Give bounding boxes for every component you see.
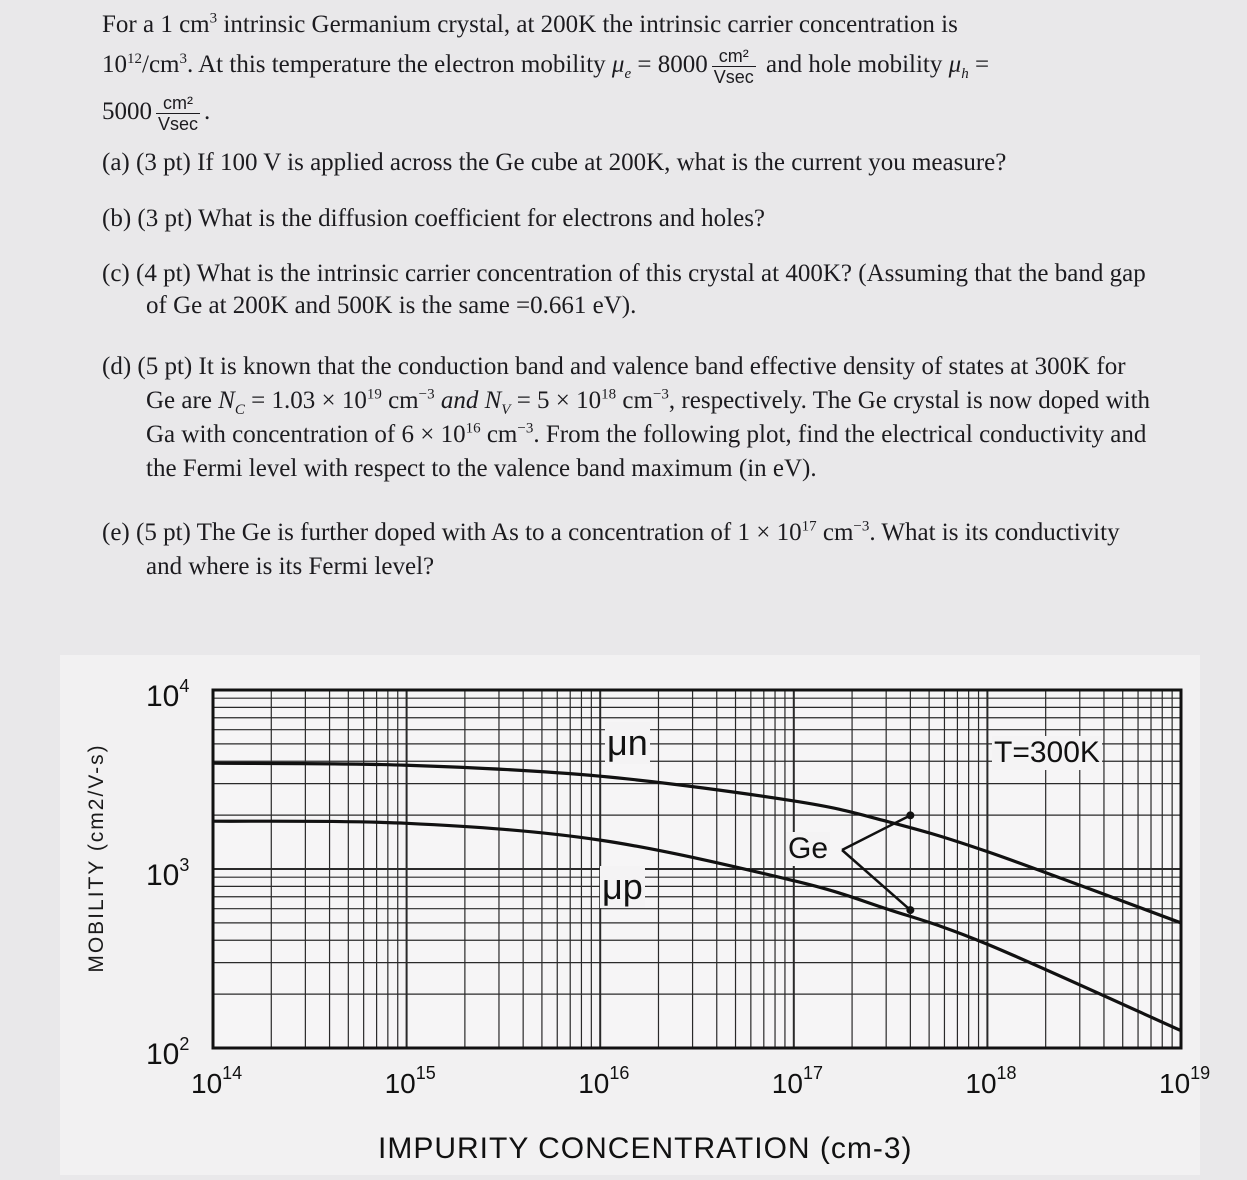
- and-word: and: [434, 387, 485, 414]
- nc-value: = 1.03 × 10: [244, 387, 367, 414]
- superscript: 19: [366, 386, 382, 403]
- part-text: If 100 V is applied across the Ge cube at 200K, what is the current you measure?: [197, 149, 1007, 176]
- part-text: , respectively. The Ge crystal is now doped with Ga with concentration of 6 × 10: [146, 387, 1151, 448]
- part-label: (a): [102, 149, 130, 176]
- y-axis-label: MOBILITY (cm2/V-s): [85, 743, 108, 973]
- superscript: 12: [127, 50, 142, 67]
- hole-mobility-symbol: μ: [948, 51, 962, 79]
- unit-denominator: Vsec: [158, 114, 199, 134]
- y-tick-label: $10^4$: [146, 676, 190, 713]
- x-tick-label: $10^{15}$: [384, 1063, 436, 1099]
- part-text: The Ge is further doped with As to a concentration of 1 × 10: [196, 519, 802, 546]
- electron-mobility-symbol: μ: [611, 51, 625, 79]
- part-label: (b): [102, 205, 132, 232]
- superscript: −3: [517, 420, 534, 437]
- x-tick-label: $10^{14}$: [191, 1063, 243, 1099]
- part-points: (3 pt): [137, 205, 193, 232]
- subscript: C: [234, 402, 245, 418]
- unit-denominator: Vsec: [713, 67, 754, 87]
- unit: cm: [480, 421, 518, 448]
- series-label-mu-n: μn: [607, 722, 648, 763]
- intro-text: 10: [102, 51, 127, 79]
- y-tick-label: $10^3$: [146, 855, 190, 892]
- part-text: What is the intrinsic carrier concentration of this crystal at 400K? (Assuming that the band gap of Ge at 200K and 500K is the same =0.661 eV).: [146, 260, 1146, 319]
- unit: cm: [816, 519, 854, 546]
- part-label: (e): [102, 519, 130, 546]
- material-label: Ge: [788, 832, 829, 865]
- x-tick-label: $10^{17}$: [771, 1063, 823, 1099]
- x-tick-label: $10^{18}$: [965, 1063, 1017, 1099]
- subscript: h: [961, 66, 969, 83]
- intro-text: For a 1 cm: [102, 11, 210, 38]
- y-tick-label: $10^2$: [146, 1034, 190, 1071]
- part-text: It is known that the conduction band and valence band effective density of states at 300K for Ge are: [146, 353, 1126, 414]
- superscript: 17: [801, 518, 817, 535]
- electron-mobility-value: = 8000: [631, 51, 708, 79]
- intro-text: intrinsic Germanium crystal, at 200K the intrinsic carrier concentration is: [217, 11, 958, 38]
- unit-numerator: cm²: [712, 46, 756, 67]
- part-points: (5 pt): [136, 519, 191, 546]
- superscript: −3: [652, 386, 669, 403]
- intro-text: . At this temperature the electron mobility: [187, 51, 612, 79]
- x-tick-label: $10^{19}$: [1159, 1063, 1211, 1099]
- part-text: . What is its conductivity and where is its Fermi level?: [146, 519, 1120, 580]
- part-label: (c): [102, 260, 130, 287]
- x-axis-label: IMPURITY CONCENTRATION (cm-3): [378, 1132, 913, 1165]
- material-pointer-dot: [906, 906, 914, 914]
- superscript: −3: [853, 518, 870, 535]
- superscript: 3: [179, 50, 187, 67]
- nc-symbol: N: [218, 387, 235, 414]
- part-text: What is the diffusion coefficient for electrons and holes?: [198, 205, 766, 232]
- temperature-label: T=300K: [994, 736, 1100, 769]
- unit: cm: [616, 387, 653, 414]
- nv-symbol: N: [484, 387, 502, 414]
- intro-text: and hole mobility: [759, 51, 949, 79]
- x-tick-label: $10^{16}$: [578, 1063, 630, 1099]
- subscript: V: [501, 402, 511, 418]
- superscript: 18: [601, 386, 617, 403]
- intro-text: .: [204, 98, 211, 126]
- subscript: e: [624, 66, 632, 83]
- intro-text: =: [968, 51, 990, 79]
- series-label-mu-p: μp: [602, 866, 643, 907]
- hole-mobility-value: 5000: [102, 98, 152, 126]
- part-points: (3 pt): [136, 149, 191, 176]
- part-text: . From the following plot, find the electrical conductivity and the Fermi level with respect to the valence band maximum (in eV).: [146, 421, 1147, 482]
- superscript: −3: [418, 386, 435, 403]
- unit: cm: [381, 387, 419, 414]
- part-label: (d): [102, 353, 132, 380]
- nv-value: = 5 × 10: [510, 387, 602, 414]
- superscript: 16: [465, 420, 481, 437]
- material-pointer-dot: [906, 811, 914, 819]
- intro-text: /cm: [142, 51, 180, 79]
- unit-numerator: cm²: [156, 93, 200, 114]
- part-points: (5 pt): [137, 353, 193, 380]
- superscript: 3: [209, 10, 218, 27]
- part-points: (4 pt): [136, 260, 191, 287]
